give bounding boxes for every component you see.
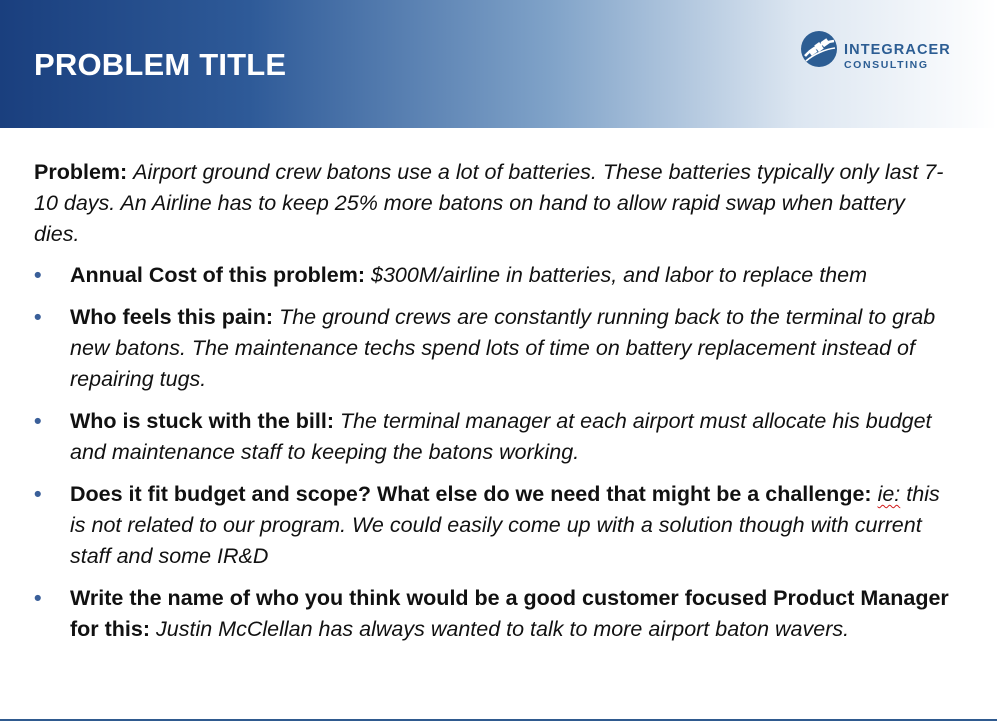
bullet-text: this is not related to our program. We could easily come up with a solution though with current staff and some IR&D — [70, 482, 940, 568]
spellcheck-marked-word: ie: — [877, 482, 901, 506]
bullet-who-feels-pain — [34, 302, 954, 395]
bullet-dot: • — [34, 586, 42, 610]
bullet-dot: • — [34, 263, 42, 287]
footer-divider — [0, 719, 997, 721]
logo-subtitle: CONSULTING — [844, 59, 929, 71]
problem-label: Problem: — [34, 160, 128, 184]
bullet-text: $300M/airline in batteries, and labor to replace them — [371, 263, 867, 287]
bullet-product-manager — [34, 583, 954, 645]
problem-text: Airport ground crew batons use a lot of batteries. These batteries typically only last 7-10 days. An Airline has to keep 25% more batons on hand to allow rapid swap when battery dies. — [34, 160, 944, 246]
bullet-label: Who is stuck with the bill: — [70, 409, 334, 433]
bullet-dot: • — [34, 409, 42, 433]
bullet-dot: • — [34, 305, 42, 329]
bullet-text: The terminal manager at each airport must allocate his budget and maintenance staff to keeping the batons working. — [70, 409, 932, 464]
bullet-text: The ground crews are constantly running back to the terminal to grab new batons. The maintenance techs spend lots of time on battery replacement instead of repairing tugs. — [70, 305, 936, 391]
logo-name: INTEGRACER — [844, 42, 951, 58]
header-banner — [0, 0, 997, 128]
bullet-annual-cost — [34, 260, 954, 291]
company-logo — [800, 30, 975, 74]
bullet-label: Does it fit budget and scope? What else do we need that might be a challenge: — [70, 482, 872, 506]
problem-statement — [34, 157, 954, 250]
slide-title: PROBLEM TITLE — [34, 47, 287, 82]
bullet-label: Who feels this pain: — [70, 305, 274, 329]
slide-body — [34, 157, 954, 656]
satellite-icon — [800, 30, 838, 68]
bullet-who-pays — [34, 406, 954, 468]
bullet-label: Write the name of who you think would be a good customer focused Product Manager for this: — [70, 586, 949, 641]
bullet-list — [34, 260, 954, 645]
bullet-budget-scope — [34, 479, 954, 572]
bullet-text: Justin McClellan has always wanted to talk to more airport baton wavers. — [156, 617, 850, 641]
bullet-label: Annual Cost of this problem: — [70, 263, 366, 287]
bullet-dot: • — [34, 482, 42, 506]
